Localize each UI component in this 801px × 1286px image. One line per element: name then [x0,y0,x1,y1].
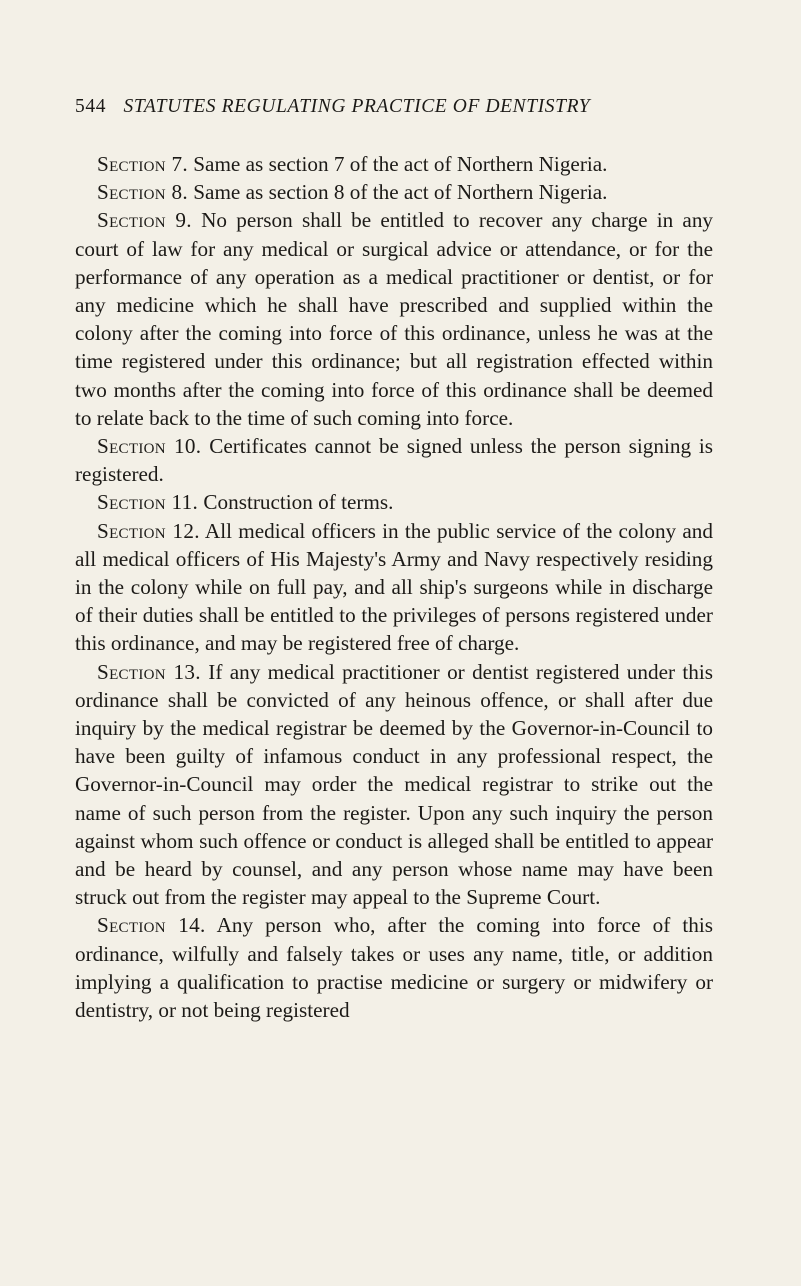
section-text: All medical officers in the public service of the colony and all medical officers of His Majesty's Army and Navy respectively residing in the colony while on full pay, and all ship's surgeons while in discharge of their duties shall be entitled to the privileges of persons registered under this ordinance, and may be registered free of charge. [75,518,713,656]
section-text: If any medical practitioner or dentist registered under this ordinance shall be convicted of any heinous offence, or shall after due inquiry by the medical registrar be deemed by the Governor-in-Council to have been guilty of infamous conduct in any professional respect, the Governor-in-Council may order the medical registrar to strike out the name of such person from the register. Upon any such inquiry the person against whom such offence or conduct is alleged shall be entitled to appear and be heard by counsel, and any person whose name may have been struck out from the register may appeal to the Supreme Court. [75,659,714,910]
section-text: No person shall be entitled to recover any charge in any court of law for any medical or surgical advice or attendance, or for the performance of any operation as a medical practitioner or dentist, or for any medicine which he shall have prescribed and supplied within the colony after the coming into force of this ordinance, unless he was at the time registered under this ordinance; but all registration effected within two months after the coming into force of this ordinance shall be deemed to relate back to the time of such coming into force. [75,208,714,430]
section-10-paragraph [75,432,713,488]
section-text: Any person who, after the coming into force of this ordinance, wilfully and falsely takes or uses any name, title, or addition implying a qualification to practise medicine or surgery or midwifery or dentistry, or not being registered [75,913,713,1023]
section-14-paragraph [75,911,713,1024]
section-text: Same as section 8 of the act of Northern Nigeria. [193,180,608,205]
page-number: 544 [75,96,107,117]
section-8-paragraph [75,178,713,206]
section-text: Certificates cannot be signed unless the person signing is registered. [75,434,713,487]
section-label: Section 13. [97,659,201,684]
section-label: Section 14. [97,913,206,938]
section-text: Same as section 7 of the act of Northern Nigeria. [193,152,608,176]
section-12-paragraph [75,517,713,658]
section-label: Section 12. [97,518,200,543]
section-label: Section 7. [97,152,188,176]
page-body [75,150,713,1024]
running-title: STATUTES REGULATING PRACTICE OF DENTISTRY [123,96,591,117]
section-9-paragraph [75,206,713,432]
section-11-paragraph [75,488,713,516]
section-label: Section 11. [97,490,199,515]
running-header [75,96,725,118]
section-label: Section 8. [97,180,188,205]
section-13-paragraph [75,658,713,912]
section-label: Section 9. [97,208,192,233]
section-label: Section 10. [97,434,202,459]
section-7-paragraph [75,150,713,178]
section-text: Construction of terms. [203,490,394,515]
